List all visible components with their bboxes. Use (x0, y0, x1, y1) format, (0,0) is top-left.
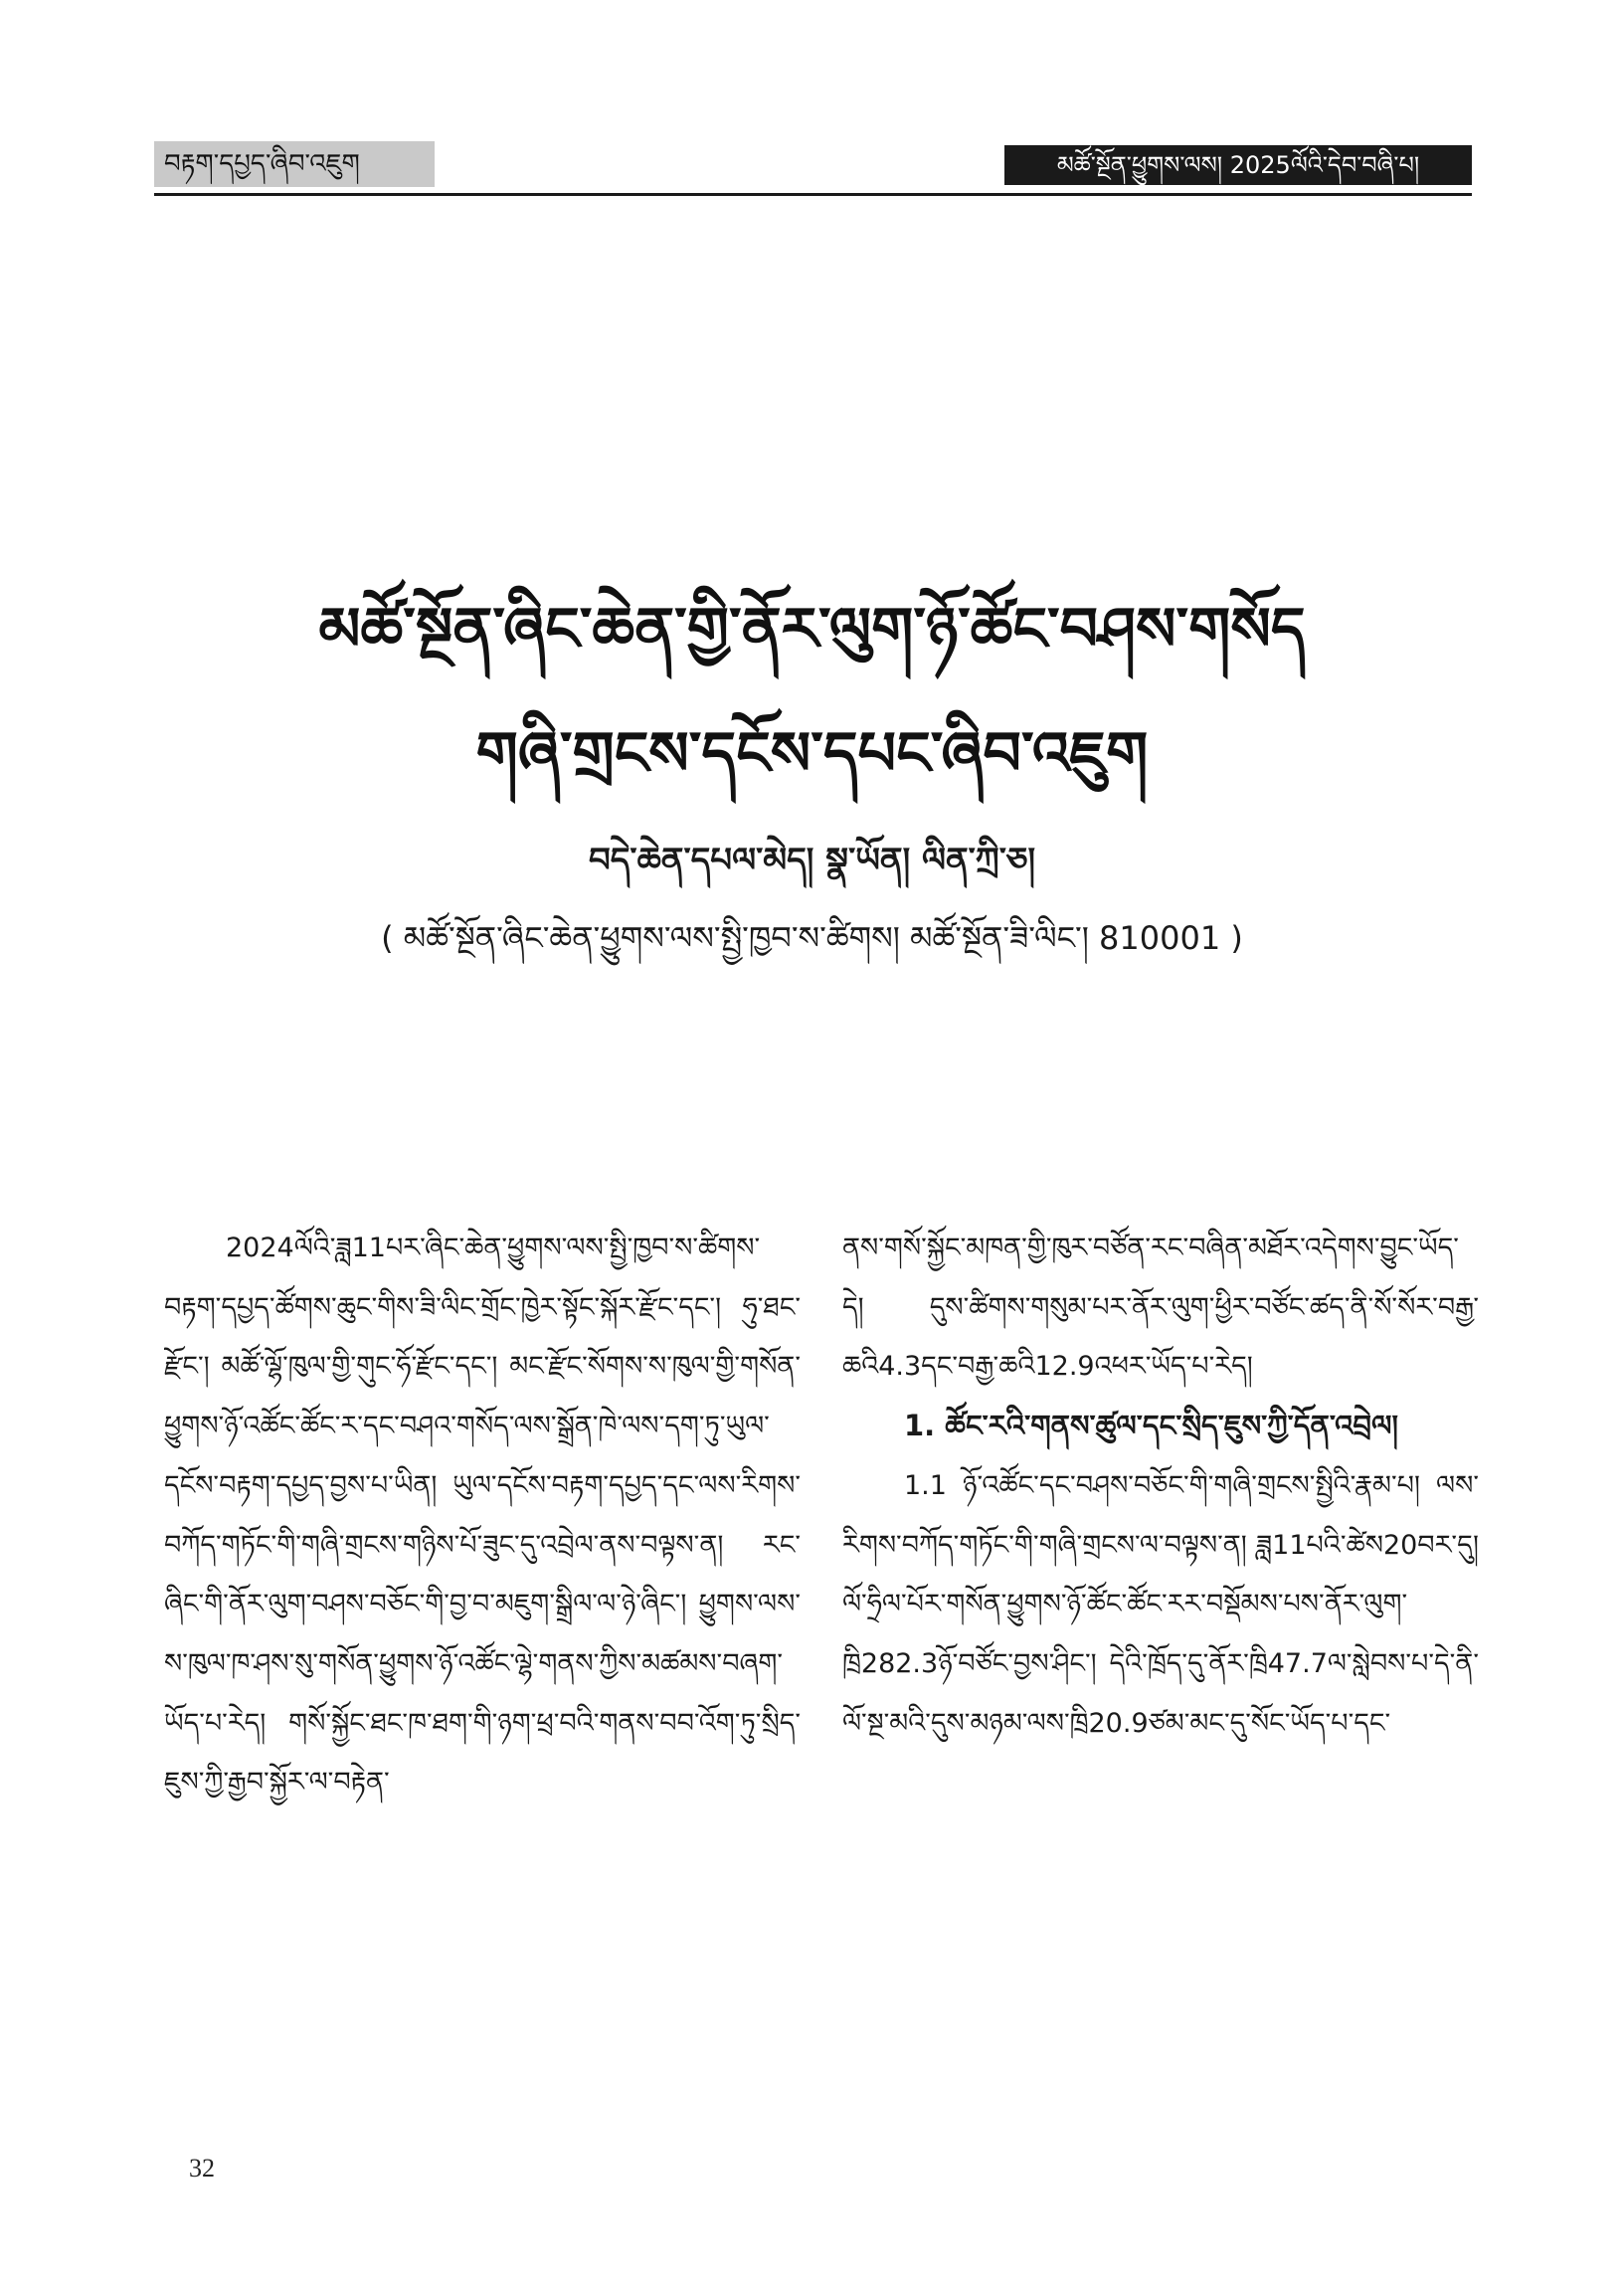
body-paragraph: 2024ལོའི་ཟླ11པར་ཞིང་ཆེན་ཕྱུགས་ལས་སྤྱི་ཁྱབ་ས་ཚིགས་བརྟག་དཔྱད་ཚོགས་ཆུང་གིས་ཟི་ལིང་གྲོང་ཁྱེར་སྟོང་སྐོར་རྫོང་དང་། ཧུ་ཐང་རྫོང་། མཚོ་ལྷོ་ཁུལ་གྱི་གུང་ཧོ་རྫོང་དང་། མང་རྫོང་སོགས་ས་ཁུལ་གྱི་གསོན་ཕྱུགས་ཉོ་འཚོང་ཚོང་ར་དང་བཤའ་གསོད་ལས་སྒྲོན་ཁེ་ལས་དག་ཏུ་ཡུལ་དངོས་བརྟག་དཔྱད་བྱས་པ་ཡིན། ཡུལ་དངོས་བརྟག་དཔྱད་དང་ལས་རིགས་བཀོད་གཏོང་གི་གཞི་གྲངས་གཉིས་པོ་ཟུང་དུ་འབྲེལ་ནས་བལྟས་ན། རང་ཞིང་གི་ནོར་ལུག་བཤས་བཅོང་གི་བྱ་བ་མཇུག་སྒྲིལ་ལ་ཉེ་ཞིང་། ཕྱུགས་ལས་ས་ཁུལ་ཁ་ཤས་སུ་གསོན་ཕྱུགས་ཉོ་འཚོང་ལྷེ་གནས་ཀྱིས་མཚམས་བཞག་ཡོད་པ་རེད། གསོ་སྐྱོང་ཐང་ཁ་ཐག་གི་ཉག་ཕྲ་བའི་གནས་བབ་འོག་ཏུ་སྲིད་ཇུས་ཀྱི་རྒྱབ་སྐྱོར་ལ་བརྟེན་ (164, 1233, 801, 1799)
page-number: 32 (189, 2154, 215, 2183)
journal-issue-banner: མཚོ་སྔོན་ཕྱུགས་ལས། 2025ལོའི་དེབ་བཞི་པ། (1004, 145, 1472, 185)
body-column-right (842, 1219, 1479, 1935)
body-column-left (164, 1219, 801, 1935)
section-label: བརྟག་དཔྱད་ཞིབ་འཇུག (154, 141, 435, 187)
body-paragraph: ནས་གསོ་སྐྱོང་མཁན་གྱི་ཁུར་བཙོན་རང་བཞིན་མཐོར་འདེགས་བྱུང་ཡོད་དེ། དུས་ཚིགས་གསུམ་པར་ནོར་ལུག་ཕྱིར་བཙོང་ཚད་ནི་སོ་སོར་བརྒྱ་ཆའི4.3དང་བརྒྱ་ཆའི12.9འཕར་ཡོད་པ་རེད། (842, 1233, 1479, 1383)
body-paragraph: 1.1 ཉོ་འཚོང་དང་བཤས་བཅོང་གི་གཞི་གྲངས་སྤྱིའི་རྣམ་པ། ལས་རིགས་བཀོད་གཏོང་གི་གཞི་གྲངས་ལ་བལྟས་ན། ཟླ11པའི་ཚེས20བར་དུ། ལོ་ཧྲིལ་པོར་གསོན་ཕྱུགས་ཉོ་ཚོང་ཚོང་རར་བསྡོམས་པས་ནོར་ལུག་ཁྲི282.3ཉོ་བཙོང་བྱས་ཤིང་། དེའི་ཁྲོད་དུ་ནོར་ཁྲི47.7ལ་སླེབས་པ་དེ་ནི་ལོ་སྔ་མའི་དུས་མཉམ་ལས་ཁྲི20.9ཙམ་མང་དུ་སོང་ཡོད་པ་དང་ (842, 1469, 1479, 1739)
header-divider (154, 193, 1472, 196)
section-heading: 1. ཚོང་རའི་གནས་ཚུལ་དང་སྲིད་ཇུས་ཀྱི་དོན་འབྲེལ། (904, 1409, 1398, 1443)
article-title-line-2: གཞི་གྲངས་དངོས་དཔང་ཞིབ་འཇུག (475, 719, 1149, 789)
authors: བདེ་ཆེན་དཔལ་མེད། སྣ་ཡོན། ལིན་ཀྲི་ཅ། (588, 841, 1036, 880)
article-title-line-1: མཚོ་སྔོན་ཞིང་ཆེན་གྱི་ནོར་ལུག་ཉོ་ཚོང་བཤས་གསོད (318, 595, 1306, 664)
affiliation: ( མཚོ་སྔོན་ཞིང་ཆེན་ཕྱུགས་ལས་སྤྱི་ཁྱབ་ས་ཚིགས། མཚོ་སྔོན་ཟི་ལིང་། 810001 ) (381, 919, 1243, 957)
